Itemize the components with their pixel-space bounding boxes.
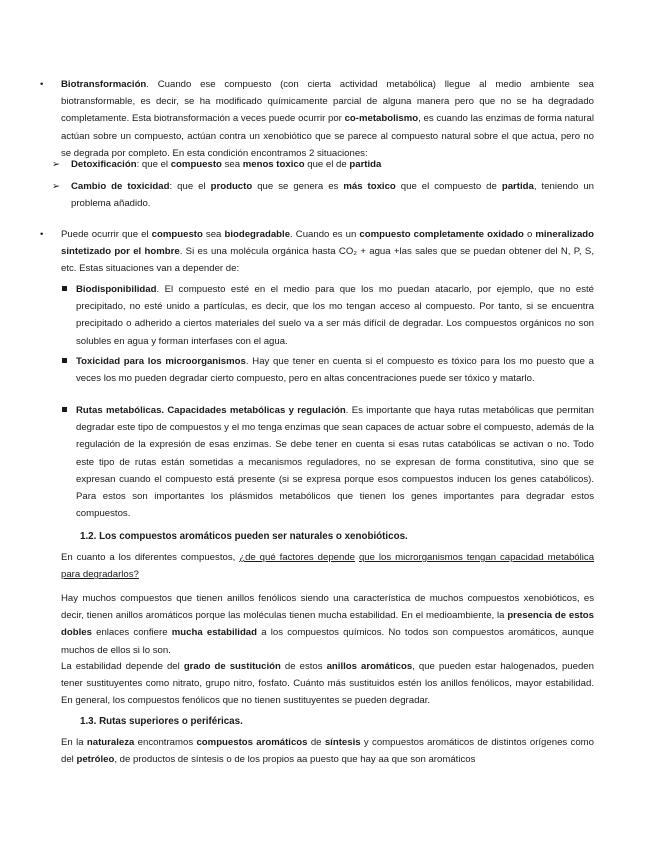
item-rutas-metabolicas: Rutas metabólicas. Capacidades metabólicas y regulación. Es importante que haya rutas metabólicas que permitan degradar este tipo de compuestos y el mo tenga enzimas que sean capaces de actuar sobre el compuesto, además de la regulación de la expresión de esas enzimas. Se debe tener en cuenta si esas rutas catabólicas se activan o no. Todo este tipo de rutas están sometidas a mecanismos reguladores, no se expresan de forma constitutiva, sino que se expresan cuando el compuesto está presente (si se expresa porque esos compuestos inducen los genes catabólicos). Para estos son importantes los plásmidos metabólicos que tienen los genes importantes para degradar estos compuestos. — [76, 405, 594, 520]
bullet: • — [40, 79, 44, 90]
paragraph-biodegradable: Puede ocurrir que el compuesto sea biodegradable. Cuando es un compuesto completamente oxidado o mineralizado sintetizado por el hombre. Si es una molécula orgánica hasta CO₂ + agua +las sales que se puedan obtener del N, P, S, etc. Estas situaciones van a depender de: — [61, 229, 595, 275]
square-bullet — [62, 286, 67, 291]
item-toxicidad: Toxicidad para los microorganismos. Hay que tener en cuenta si el compuesto es tóxico para los mo puesto que a veces los mo pueden degradar cierto compuesto, pero en altas concentraciones puede ser tóxico y matarlo. — [76, 356, 594, 385]
square-bullet — [62, 358, 67, 363]
item-cambio-toxicidad: Cambio de toxicidad: que el producto que se genera es más toxico que el compuesto de partida, teniendo un problema añadido. — [71, 181, 594, 210]
term-biotransformacion: Biotransformación — [61, 79, 147, 90]
section-heading-1-2: 1.2. Los compuestos aromáticos pueden ser naturales o xenobióticos. — [80, 531, 408, 542]
paragraph-estabilidad: La estabilidad depende del grado de sustitución de estos anillos aromáticos, que pueden estar halogenados, pueden tener sustituyentes como nitrato, grupo nitro, fosfato. Cuánto más sustituidos estén los anillos fenólicos, mayor estabilidad. En general, los compuestos fenólicos que no tienen sustituyentes se pueden degradar. — [61, 661, 594, 707]
bullet: • — [40, 229, 44, 240]
arrow-bullet: ➢ — [52, 181, 61, 192]
paragraph-anillos-fenolicos: Hay muchos compuestos que tienen anillos fenólicos siendo una característica de muchos compuestos xenobióticos, es decir, tienen anillos aromáticos porque las moléculas tienen mucha estabilidad. En el medioambiente, la presencia de estos dobles enlaces confiere mucha estabilidad a los compuestos químicos. No todos son compuestos aromáticos, aunque muchos de ellos si lo son. — [61, 593, 594, 656]
item-biodisponibilidad: Biodisponibilidad. El compuesto esté en el medio para que los mo puedan atacarlo, por ejemplo, que no esté precipitado, no esté unido a partículas, es decir, que los mo tengan acceso al compuesto. Por tanto, si se encuentra precipitado o adherido a ciertos materiales del suelo va a ser más difícil de degradar. Los compuestos orgánicos no son solubles en agua y forman interfases con el agua. — [76, 284, 594, 347]
square-bullet — [62, 407, 67, 412]
item-detoxificacion: Detoxificación: que el compuesto sea menos toxico que el de partida — [71, 159, 382, 170]
arrow-bullet: ➢ — [52, 159, 61, 170]
paragraph-question: En cuanto a los diferentes compuestos, ¿de qué factores depende que los microrganismos tengan capacidad metabólica para degradarlos? — [61, 552, 595, 581]
paragraph-naturaleza: En la naturaleza encontramos compuestos aromáticos de síntesis y compuestos aromáticos de distintos orígenes como del petróleo, de productos de síntesis o de los propios aa puesto que hay aa que son aromáticos — [61, 737, 594, 766]
paragraph-biotransformacion: Biotransformación. Cuando ese compuesto (con cierta actividad metabólica) llegue al medio ambiente sea biotransformable, es decir, se ha modificado químicamente parcial de alguna manera pero que no se ha degradado completamente. Esta biotransformación a veces puede ocurrir por co-metabolismo, es cuando las enzimas de forma natural actúan sobre un compuesto, actúan contra un xenobiótico que se parece al compuesto natural sobre el que actua, pero no se degrada por completo. En esta condición encontramos 2 situaciones: — [61, 79, 594, 159]
section-heading-1-3: 1.3. Rutas superiores o periféricas. — [80, 716, 243, 727]
